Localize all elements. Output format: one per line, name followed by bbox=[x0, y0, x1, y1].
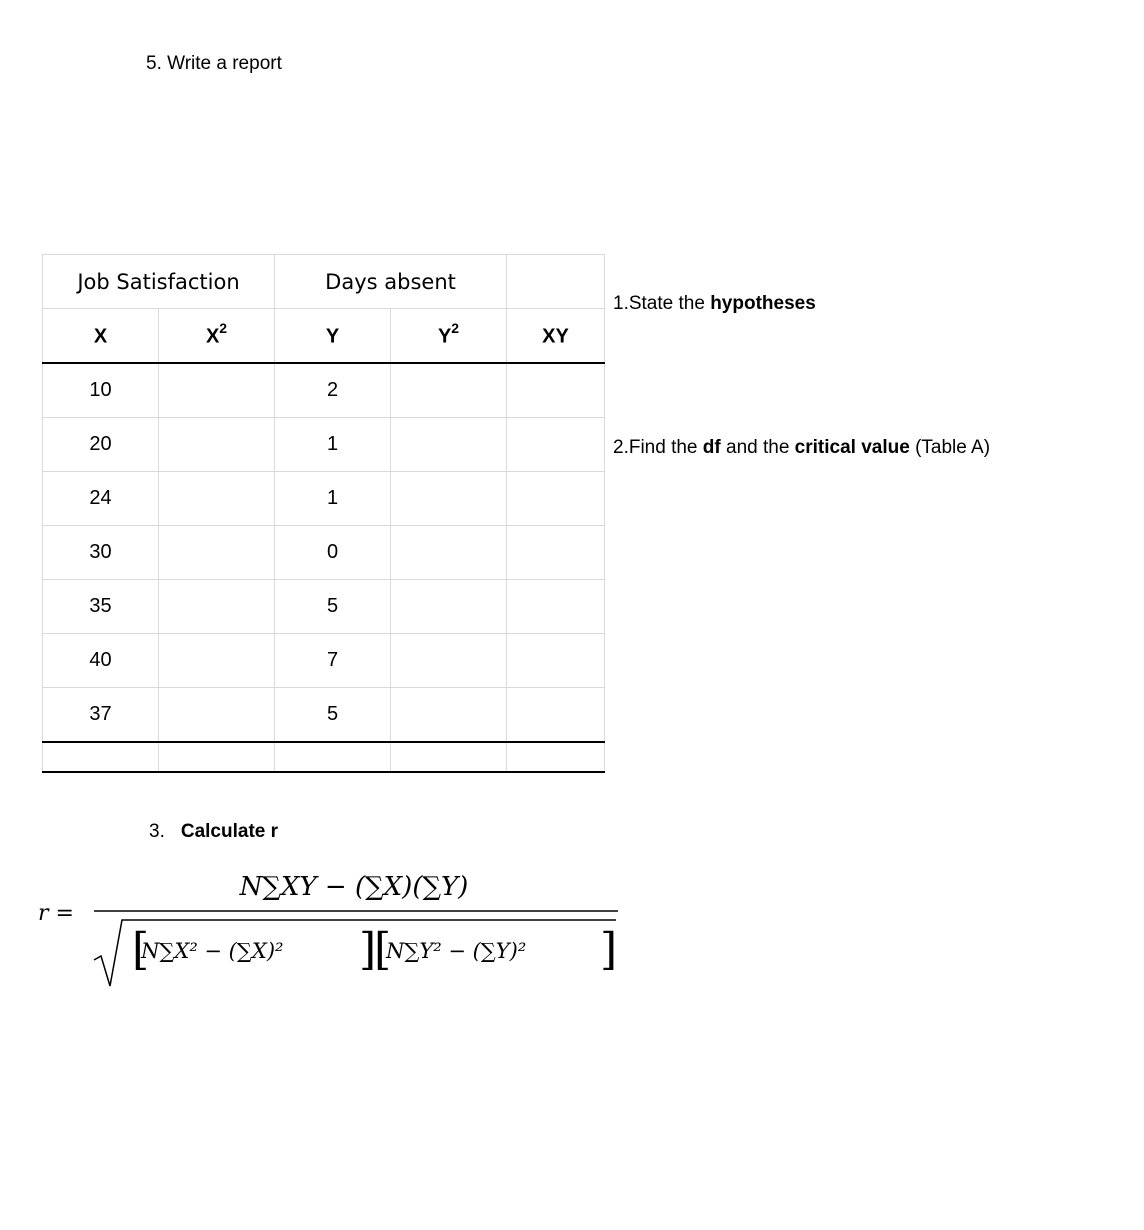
table-row bbox=[43, 418, 605, 472]
col-header-y: Y bbox=[275, 309, 391, 364]
bracket-close-2: ] bbox=[600, 924, 618, 975]
group-header-days-absent: Days absent bbox=[275, 255, 507, 309]
col-header-y-squared: $Y^2$ bbox=[391, 309, 507, 364]
group-header-job-satisfaction: Job Satisfaction bbox=[43, 255, 275, 309]
denominator-part-2: N∑Y² − (∑Y)² bbox=[386, 939, 527, 963]
table-cell: 35 bbox=[43, 580, 159, 634]
step-5-instruction: 5. Write a report bbox=[146, 53, 282, 74]
bracket-open-1: [ bbox=[132, 924, 150, 975]
totals-cell bbox=[159, 742, 275, 772]
correlation-formula bbox=[38, 860, 638, 1000]
table-row bbox=[43, 580, 605, 634]
col-header-x-squared: $X^2$ bbox=[159, 309, 275, 364]
table-cell bbox=[507, 363, 605, 418]
totals-cell bbox=[507, 742, 605, 772]
table-cell bbox=[507, 526, 605, 580]
table-cell: 10 bbox=[43, 363, 159, 418]
table-cell bbox=[507, 472, 605, 526]
table-cell: 30 bbox=[43, 526, 159, 580]
table-cell bbox=[507, 580, 605, 634]
table-cell: 7 bbox=[275, 634, 391, 688]
table-cell bbox=[159, 418, 275, 472]
col-header-xy: XY bbox=[507, 309, 605, 364]
group-header-blank bbox=[507, 255, 605, 309]
table-cell bbox=[391, 580, 507, 634]
table-row bbox=[43, 688, 605, 743]
table-cell bbox=[391, 688, 507, 743]
table-cell: 2 bbox=[275, 363, 391, 418]
table-cell: 37 bbox=[43, 688, 159, 743]
totals-cell bbox=[275, 742, 391, 772]
bracket-close-1: ] bbox=[359, 924, 377, 975]
table-cell bbox=[507, 688, 605, 743]
totals-cell bbox=[391, 742, 507, 772]
table-cell bbox=[391, 418, 507, 472]
table-cell bbox=[391, 634, 507, 688]
denominator-part-1: N∑X² − (∑X)² bbox=[141, 939, 284, 963]
table-cell bbox=[507, 418, 605, 472]
totals-cell bbox=[43, 742, 159, 772]
data-table bbox=[42, 254, 605, 773]
table-cell: 1 bbox=[275, 472, 391, 526]
table-cell bbox=[507, 634, 605, 688]
col-header-x: X bbox=[43, 309, 159, 364]
table-row bbox=[43, 363, 605, 418]
table-cell: 5 bbox=[275, 580, 391, 634]
table-cell: 5 bbox=[275, 688, 391, 743]
table-row bbox=[43, 526, 605, 580]
table-cell bbox=[391, 472, 507, 526]
step-2-instruction: 2.Find the df and the critical value (Table A) bbox=[613, 437, 991, 458]
table-cell bbox=[159, 363, 275, 418]
step-3-instruction: 3. Calculate r bbox=[149, 821, 279, 842]
bracket-open-2: [ bbox=[374, 924, 392, 975]
formula-lhs: r = bbox=[38, 901, 74, 926]
table-row bbox=[43, 634, 605, 688]
table-cell: 40 bbox=[43, 634, 159, 688]
column-header-row bbox=[43, 309, 605, 364]
table-cell bbox=[159, 634, 275, 688]
table-cell: 1 bbox=[275, 418, 391, 472]
table-row bbox=[43, 472, 605, 526]
step-1-instruction: 1.State the hypotheses bbox=[613, 293, 816, 314]
table-cell bbox=[159, 472, 275, 526]
totals-row bbox=[43, 742, 605, 772]
table-cell: 0 bbox=[275, 526, 391, 580]
table-cell bbox=[159, 526, 275, 580]
table-cell: 24 bbox=[43, 472, 159, 526]
table-cell bbox=[159, 688, 275, 743]
table-cell bbox=[391, 363, 507, 418]
table-cell bbox=[159, 580, 275, 634]
table-cell: 20 bbox=[43, 418, 159, 472]
formula-numerator: N∑XY − (∑X)(∑Y) bbox=[239, 872, 469, 902]
table-cell bbox=[391, 526, 507, 580]
group-header-row bbox=[43, 255, 605, 309]
